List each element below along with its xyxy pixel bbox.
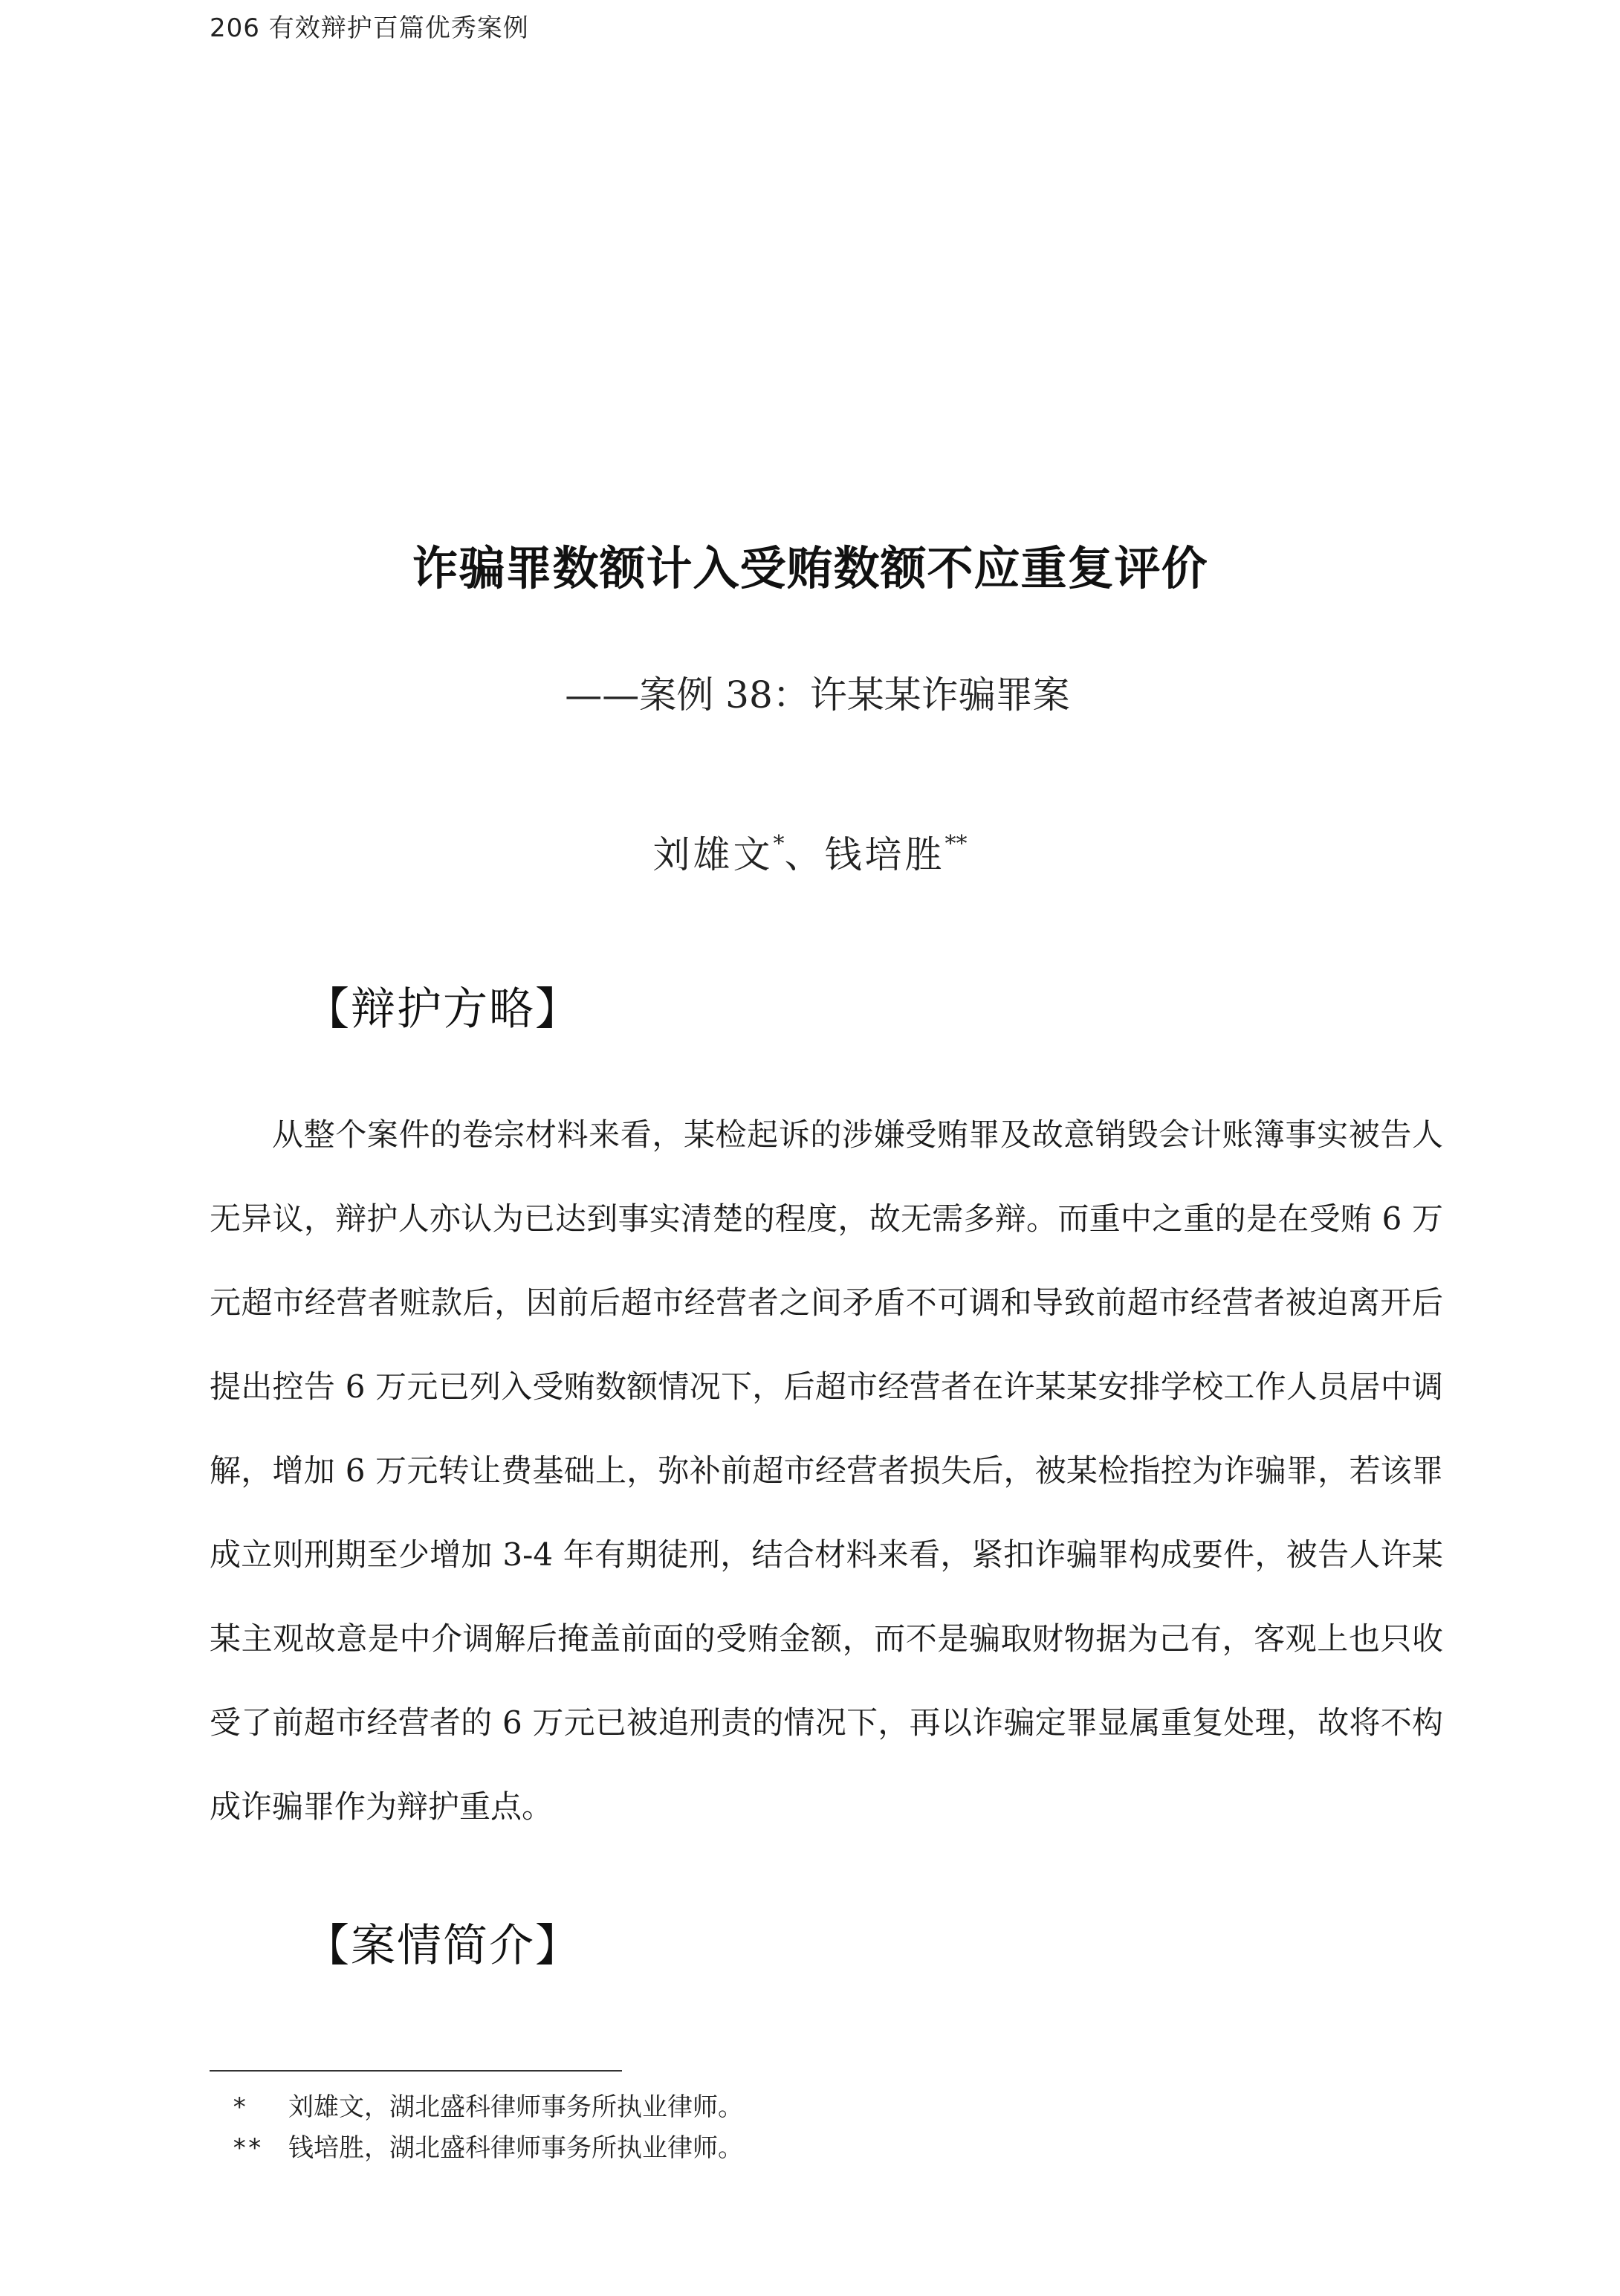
footnote [232, 2087, 743, 2128]
section-heading-case-intro: 【案情简介】 [305, 1920, 581, 1972]
footnote-mark: ** [232, 2133, 262, 2163]
footnote-marker: ** [945, 831, 968, 857]
footnotes [232, 2087, 743, 2169]
article-subtitle: ——案例 38：许某某诈骗罪案 [565, 673, 1070, 717]
author-separator: 、 [784, 833, 825, 876]
footnote [232, 2128, 743, 2169]
author-name: 刘雄文 [652, 833, 774, 876]
running-header: 206 有效辩护百篇优秀案例 [210, 13, 529, 43]
footnote-marker: * [773, 831, 785, 857]
author-name: 钱培胜 [824, 833, 945, 876]
footnote-text: 刘雄文，湖北盛科律师事务所执业律师。 [288, 2092, 743, 2122]
article-title: 诈骗罪数额计入受贿数额不应重复评价 [412, 541, 1208, 595]
footnote-mark: * [232, 2092, 247, 2122]
defense-strategy-paragraph: 从整个案件的卷宗材料来看，某检起诉的涉嫌受贿罪及故意销毁会计账簿事实被告人无异议，辩护人亦认为已达到事实清楚的程度，故无需多辩。而重中之重的是在受贿 6 万元超市经营者赃款后，因前后超市经营者之间矛盾不可调和导致前超市经营者被迫离开后提出控告 6 万元已列入受贿数额情况下，后超市经营者在许某某安排学校工作人员居中调解，增加 6 万元转让费基础上，弥补前超市经营者损失后，被某检指控为诈骗罪，若该罪成立则刑期至少增加 3-4 年有期徒刑，结合材料来看，紧扣诈骗罪构成要件，被告人许某某主观故意是中介调解后掩盖前面的受贿金额，而不是骗取财物据为己有，客观上也只收受了前超市经营者的 6 万元已被追刑责的情况下，再以诈骗定罪显属重复处理，故将不构成诈骗罪作为辩护重点。 [210, 1116, 1443, 1825]
author-line [0, 825, 1620, 879]
section-heading-defense-strategy: 【辩护方略】 [305, 983, 581, 1035]
footnote-text: 钱培胜，湖北盛科律师事务所执业律师。 [288, 2133, 743, 2163]
footnote-divider [210, 2070, 622, 2072]
